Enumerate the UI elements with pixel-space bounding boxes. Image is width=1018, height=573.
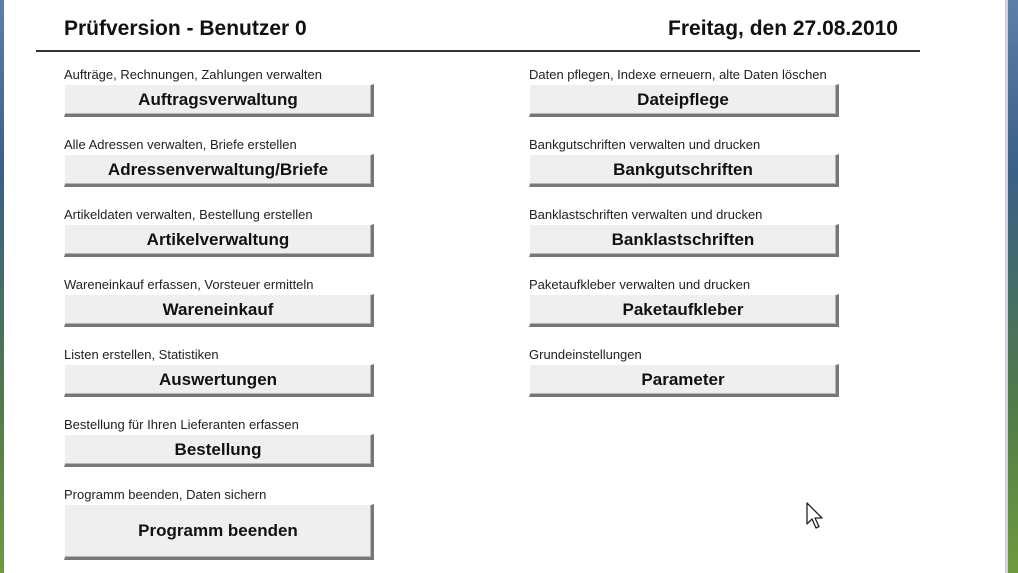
description-label: Banklastschriften verwalten und drucken: [529, 207, 763, 222]
current-date: Freitag, den 27.08.2010: [668, 17, 898, 40]
wareneinkauf-button[interactable]: Wareneinkauf: [64, 294, 374, 327]
description-label: Daten pflegen, Indexe erneuern, alte Daten löschen: [529, 67, 827, 82]
desktop-background-right: [1008, 0, 1018, 573]
description-label: Aufträge, Rechnungen, Zahlungen verwalten: [64, 67, 323, 82]
auftragsverwaltung-button[interactable]: Auftragsverwaltung: [64, 84, 374, 117]
adressenverwaltung-briefe-button[interactable]: Adressenverwaltung/Briefe: [64, 154, 374, 187]
header: [64, 17, 898, 45]
auswertungen-button[interactable]: Auswertungen: [64, 364, 374, 397]
paketaufkleber-button[interactable]: Paketaufkleber: [529, 294, 839, 327]
description-label: Grundeinstellungen: [529, 347, 642, 362]
bankgutschriften-button[interactable]: Bankgutschriften: [529, 154, 839, 187]
page-title: Prüfversion - Benutzer 0: [64, 17, 307, 40]
artikelverwaltung-button[interactable]: Artikelverwaltung: [64, 224, 374, 257]
mouse-cursor-icon: [806, 502, 824, 530]
description-label: Paketaufkleber verwalten und drucken: [529, 277, 751, 292]
description-label: Listen erstellen, Statistiken: [64, 347, 219, 362]
description-label: Programm beenden, Daten sichern: [64, 487, 267, 502]
dateipflege-button[interactable]: Dateipflege: [529, 84, 839, 117]
bestellung-button[interactable]: Bestellung: [64, 434, 374, 467]
window-frame: [1005, 0, 1008, 573]
description-label: Bankgutschriften verwalten und drucken: [529, 137, 761, 152]
desktop-background-left: [0, 0, 4, 573]
header-divider: [36, 50, 920, 52]
description-label: Artikeldaten verwalten, Bestellung erstellen: [64, 207, 313, 222]
description-label: Bestellung für Ihren Lieferanten erfassen: [64, 417, 299, 432]
description-label: Alle Adressen verwalten, Briefe erstellen: [64, 137, 297, 152]
banklastschriften-button[interactable]: Banklastschriften: [529, 224, 839, 257]
parameter-button[interactable]: Parameter: [529, 364, 839, 397]
description-label: Wareneinkauf erfassen, Vorsteuer ermitteln: [64, 277, 314, 292]
programm-beenden-button[interactable]: Programm beenden: [64, 504, 374, 560]
